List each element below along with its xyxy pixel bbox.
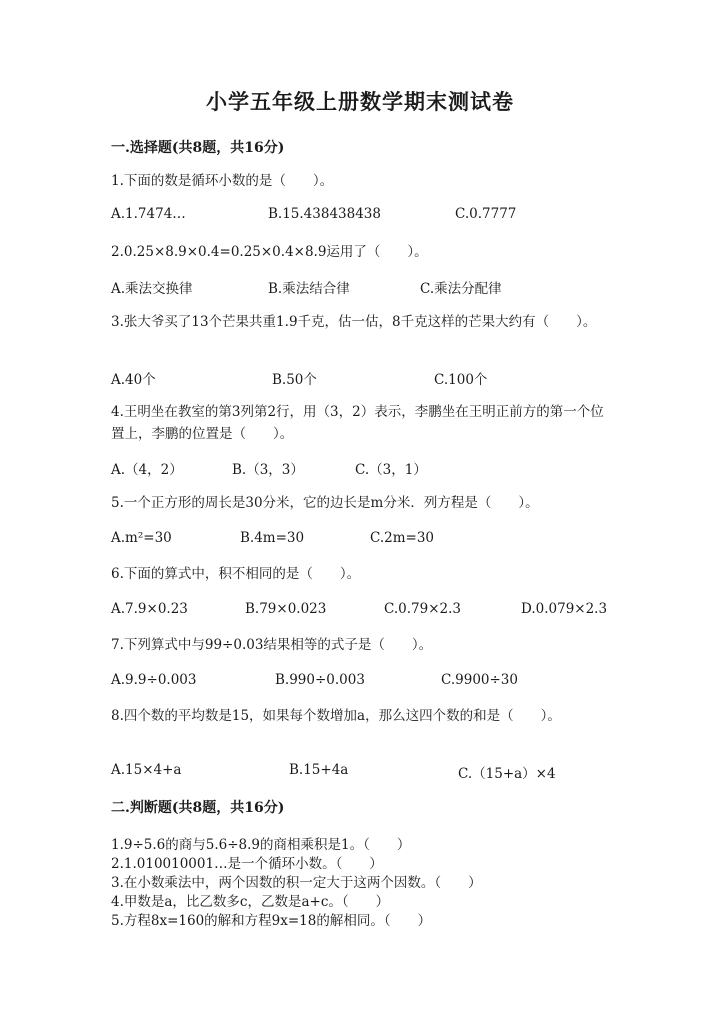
page-title: 小学五年级上册数学期末测试卷 [206,89,514,114]
option-5c: C.2m=30 [370,530,435,546]
question-8: 8.四个数的平均数是15，如果每个数增加a，那么这四个数的和是（ ）。 [111,708,561,724]
question-3: 3.张大爷买了13个芒果共重1.9千克，估一估，8千克这样的芒果大约有（ ）。 [111,314,597,330]
option-5a: A.m²=30 [111,530,172,546]
option-2a: A.乘法交换律 [111,281,193,297]
judgment-2: 2.1.010010001…是一个循环小数。（ ） [111,856,383,872]
option-7b: B.990÷0.003 [275,672,365,688]
option-5b: B.4m=30 [240,530,305,546]
judgment-4: 4.甲数是a，比乙数多c，乙数是a+c。（ ） [111,894,390,910]
option-2b: B.乘法结合律 [268,281,350,297]
option-3a: A.40个 [111,372,156,388]
option-8a: A.15×4+a [111,762,182,778]
question-6: 6.下面的算式中，积不相同的是（ ）。 [111,566,361,582]
option-6b: B.79×0.023 [245,601,327,617]
section-heading-judgment: 二.判断题(共8题，共16分) [111,800,285,816]
option-4b: B.（3，3） [232,462,304,478]
option-4a: A.（4，2） [111,462,183,478]
judgment-3: 3.在小数乘法中，两个因数的积一定大于这两个因数。（ ） [111,875,482,891]
question-5: 5.一个正方形的周长是30分米，它的边长是m分米．列方程是（ ）。 [111,495,539,511]
judgment-5: 5.方程8x=160的解和方程9x=18的解相同。（ ） [111,913,432,929]
option-6a: A.7.9×0.23 [111,601,188,617]
judgment-1: 1.9÷5.6的商与5.6÷8.9的商相乘积是1。（ ） [111,837,411,853]
section-heading-choice: 一.选择题(共8题，共16分) [111,140,285,156]
option-7c: C.9900÷30 [441,672,518,688]
question-1: 1.下面的数是循环小数的是（ ）。 [111,173,334,189]
question-7: 7.下列算式中与99÷0.03结果相等的式子是（ ）。 [111,637,433,653]
option-1a: A.1.7474… [111,206,186,222]
option-6c: C.0.79×2.3 [384,601,461,617]
option-8b: B.15+4a [289,762,349,778]
question-2: 2.0.25×8.9×0.4=0.25×0.4×8.9运用了（ ）。 [111,244,428,260]
option-7a: A.9.9÷0.003 [111,672,197,688]
option-8c: C.（15+a）×4 [458,766,556,782]
option-6d: D.0.079×2.3 [521,601,608,617]
option-1b: B.15.438438438 [268,206,381,222]
option-4c: C.（3，1） [355,462,427,478]
option-1c: C.0.7777 [455,206,517,222]
option-3b: B.50个 [272,372,317,388]
option-2c: C.乘法分配律 [420,281,502,297]
option-3c: C.100个 [434,372,488,388]
question-4: 4.王明坐在教室的第3列第2行，用（3，2）表示，李鹏坐在王明正前方的第一个位置上，李鹏的位置是（ ）。 [111,404,604,442]
